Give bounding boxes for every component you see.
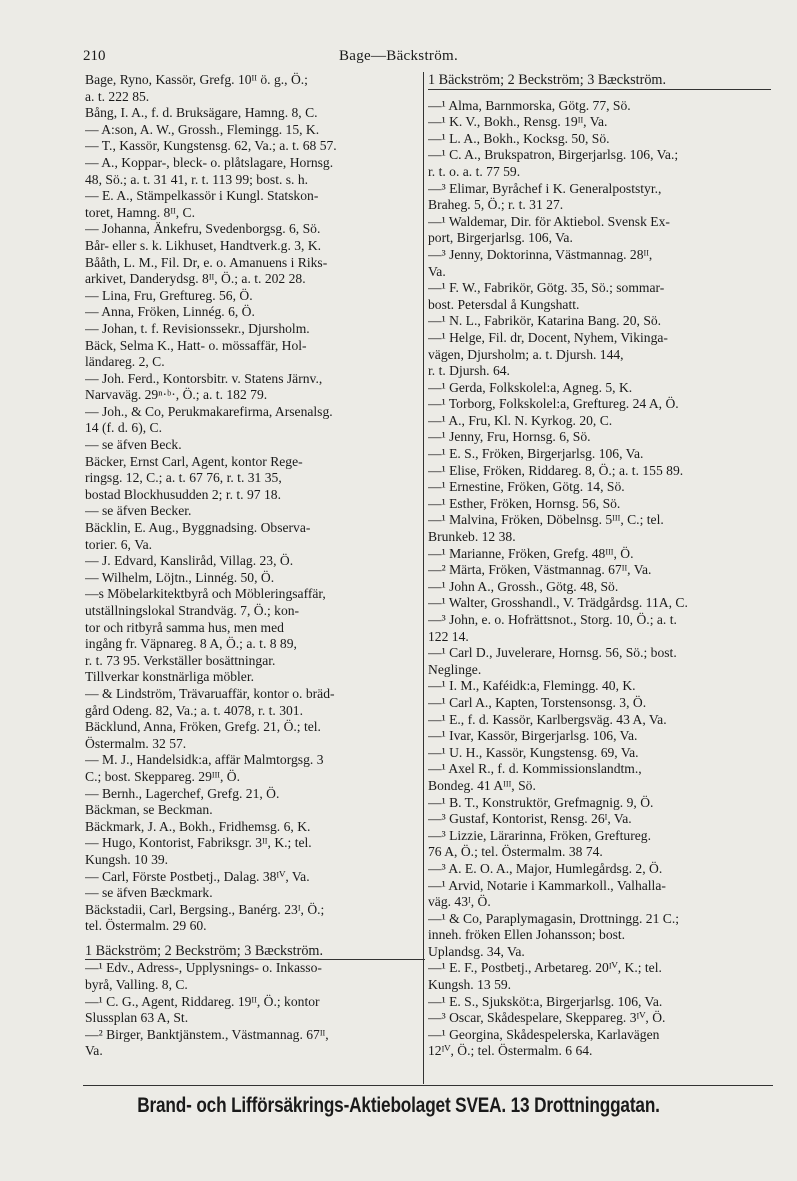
directory-entry-line: väg. 43ᴵ, Ö. (428, 894, 491, 910)
directory-entry-line: — se äfven Bæckmark. (85, 885, 213, 901)
directory-entry-line: — Wilhelm, Löjtn., Linnég. 50, Ö. (85, 569, 275, 585)
directory-entry-line: 14 (f. d. 6), C. (85, 420, 163, 436)
directory-entry-line: — Carl, Förste Postbetj., Dalag. 38ᴵⱽ, Va. (85, 868, 310, 884)
directory-entry-line: a. t. 222 85. (85, 88, 150, 104)
directory-entry-line: —¹ Ivar, Kassör, Birgerjarlsg. 106, Va. (428, 728, 638, 744)
directory-entry-line: —¹ Alma, Barnmorska, Götg. 77, Sö. (428, 97, 631, 113)
directory-entry-line: bostad Blockhusudden 2; r. t. 97 18. (85, 486, 281, 502)
directory-entry-line: —¹ Georgina, Skådespelerska, Karlavägen (428, 1026, 660, 1042)
directory-entry-line: —¹ I. M., Kaféidk:a, Flemingg. 40, K. (428, 678, 636, 694)
directory-entry-line: — Lina, Fru, Greftureg. 56, Ö. (85, 287, 253, 303)
directory-entry-line: — J. Edvard, Kansliråd, Villag. 23, Ö. (85, 553, 294, 569)
directory-entry-line: Bäckstadii, Carl, Bergsing., Banérg. 23ᴵ, Ö.; (85, 901, 325, 917)
directory-entry-line: — A:son, A. W., Grossh., Flemingg. 15, K. (85, 121, 320, 137)
footer-advertisement: Brand- och Lifförsäkrings-Aktiebolaget SVEA. 13 Drottninggatan. (137, 1094, 660, 1117)
directory-entry-line: —¹ Arvid, Notarie i Kammarkoll., Valhalla- (428, 877, 666, 893)
directory-entry-line: — Joh. Ferd., Kontorsbitr. v. Statens Järnv., (85, 370, 323, 386)
directory-entry-line: Bååth, L. M., Fil. Dr, e. o. Amanuens i Riks- (85, 254, 328, 270)
directory-entry-line: —¹ N. L., Fabrikör, Katarina Bang. 20, Sö. (428, 313, 662, 329)
directory-entry-line: Bäcklin, E. Aug., Byggnadsing. Observa- (85, 520, 311, 536)
left-column (85, 72, 425, 1060)
directory-entry-line: —³ Gustaf, Kontorist, Rensg. 26ᴵ, Va. (428, 811, 632, 827)
directory-entry-line: utställningslokal Strandväg. 7, Ö.; kon- (85, 603, 300, 618)
directory-entry-line: Bäckmark, J. A., Bokh., Fridhemsg. 6, K. (85, 818, 311, 834)
directory-entry-line: —¹ Jenny, Fru, Hornsg. 6, Sö. (428, 429, 591, 445)
directory-entry-line: —¹ E. F., Postbetj., Arbetareg. 20ᴵⱽ, K.; tel. (428, 960, 662, 976)
directory-entry-line: —¹ John A., Grossh., Götg. 48, Sö. (428, 578, 619, 594)
directory-entry-line: r. t. Djursh. 64. (428, 363, 510, 379)
directory-entry-line: —³ A. E. O. A., Major, Humlegårdsg. 2, Ö. (428, 860, 663, 876)
directory-entry-line: vägen, Djursholm; a. t. Djursh. 144, (428, 346, 624, 362)
directory-entry-line: —¹ Esther, Fröken, Hornsg. 56, Sö. (428, 495, 621, 511)
directory-entry-line: —¹ E., f. d. Kassör, Karlbergsväg. 43 A, Va. (428, 711, 667, 727)
directory-entry-line: — Hugo, Kontorist, Fabriksgr. 3ᴵᴵ, K.; tel. (85, 835, 312, 851)
directory-entry-line: —³ John, e. o. Hofrättsnot., Storg. 10, Ö.; a. t. (428, 612, 677, 627)
running-head: Bage—Bäckström. (338, 48, 459, 64)
directory-entry-line: —¹ C. G., Agent, Riddareg. 19ᴵᴵ, Ö.; kontor (85, 993, 320, 1009)
directory-entry-line: Bage, Ryno, Kassör, Grefg. 10ᴵᴵ ö. g., Ö.; (85, 72, 308, 87)
directory-entry-line (428, 90, 771, 98)
directory-entry-line: —¹ Axel R., f. d. Kommissionslandtm., (428, 761, 642, 777)
directory-entry-line: ringsg. 12, C.; a. t. 67 76, r. t. 31 35, (85, 470, 282, 486)
directory-entry-line: bost. Petersdal å Kungshatt. (428, 296, 580, 312)
directory-entry-line: Östermalm. 32 57. (85, 735, 187, 751)
directory-entry-line: Bång, I. A., f. d. Bruksägare, Hamng. 8, C. (85, 105, 318, 121)
directory-entry-line: 122 14. (428, 628, 469, 644)
directory-entry-line: —¹ E. S., Fröken, Birgerjarlsg. 106, Va. (428, 446, 644, 462)
directory-entry-line: 48, Sö.; a. t. 31 41, r. t. 113 99; bost. s. h. (85, 171, 309, 187)
directory-entry-line: —³ Lizzie, Lärarinna, Fröken, Greftureg. (428, 827, 651, 843)
directory-entry-line: toret, Hamng. 8ᴵᴵ, C. (85, 204, 196, 220)
directory-entry-line: — se äfven Becker. (85, 503, 192, 519)
directory-entry-line: Kungsh. 13 59. (428, 977, 512, 993)
directory-entry-line: 1 Bäckström; 2 Beckström; 3 Bæckström. (428, 72, 771, 90)
directory-entry-line: port, Birgerjarlsg. 106, Va. (428, 230, 573, 246)
directory-entry-line: tel. Östermalm. 29 60. (85, 918, 207, 934)
directory-entry-line: r. t. o. a. t. 77 59. (428, 163, 521, 179)
directory-entry-line: tor och ritbyrå samma hus, men med (85, 619, 284, 635)
directory-entry-line: Bäcklund, Anna, Fröken, Grefg. 21, Ö.; tel. (85, 719, 321, 735)
directory-entry-line: — M. J., Handelsidk:a, affär Malmtorgsg. 3 (85, 752, 324, 768)
directory-entry-line: —¹ Gerda, Folkskolel:a, Agneg. 5, K. (428, 379, 633, 395)
directory-entry-line: inneh. fröken Ellen Johansson; bost. (428, 927, 626, 943)
column-divider (423, 72, 424, 1084)
directory-entry-line: 76 A, Ö.; tel. Östermalm. 38 74. (428, 844, 603, 860)
directory-entry-line: —¹ Carl D., Juvelerare, Hornsg. 56, Sö.; bost. (428, 645, 677, 661)
directory-entry-line: arkivet, Danderydsg. 8ᴵᴵ, Ö.; a. t. 202 28. (85, 271, 306, 287)
directory-entry-line: — Anna, Fröken, Linnég. 6, Ö. (85, 304, 255, 320)
directory-entry-line: —³ Oscar, Skådespelare, Skeppareg. 3ᴵⱽ, Ö. (428, 1010, 666, 1026)
directory-entry-line: Slussplan 63 A, St. (85, 1010, 189, 1026)
directory-entry-line: ländareg. 2, C. (85, 354, 165, 370)
directory-entry-line: Bäck, Selma K., Hatt- o. mössaffär, Hol- (85, 337, 307, 353)
directory-entry-line: ingång fr. Väpnareg. 8 A, Ö.; a. t. 8 89, (85, 636, 297, 652)
directory-entry-line: —¹ L. A., Bokh., Kocksg. 50, Sö. (428, 130, 610, 146)
directory-entry-line: —s Möbelarkitektbyrå och Möbleringsaffär, (85, 586, 326, 602)
directory-entry-line: Braheg. 5, Ö.; r. t. 31 27. (428, 197, 564, 213)
directory-entry-line: Bår- eller s. k. Likhuset, Handtverk.g. 3, K. (85, 237, 322, 253)
directory-entry-line: —¹ Walter, Grosshandl., V. Trädgårdsg. 11A, C. (428, 595, 688, 611)
footer-rule (83, 1085, 773, 1086)
directory-entry-line: —¹ B. T., Konstruktör, Grefmagnig. 9, Ö. (428, 794, 654, 810)
directory-entry-line: —¹ E. S., Sjuksköt:a, Birgerjarlsg. 106, Va. (428, 993, 663, 1009)
directory-entry-line: —¹ Torborg, Folkskolel:a, Greftureg. 24 A, Ö. (428, 396, 679, 412)
directory-entry-line: — E. A., Stämpelkassör i Kungl. Statskon- (85, 188, 319, 204)
directory-entry-line: —¹ Edv., Adress-, Upplysnings- o. Inkasso- (85, 960, 322, 976)
directory-entry-line: Narvaväg. 29ⁿ·ᵇ·, Ö.; a. t. 182 79. (85, 387, 268, 403)
directory-entry-line: Neglinge. (428, 661, 482, 677)
directory-entry-line: —¹ C. A., Brukspatron, Birgerjarlsg. 106, Va.; (428, 147, 679, 163)
directory-entry-line (85, 935, 425, 943)
directory-entry-line: Brunkeb. 12 38. (428, 529, 516, 545)
directory-entry-line: r. t. 73 95. Verkställer bosättningar. (85, 652, 276, 668)
directory-entry-line: —¹ Carl A., Kapten, Torstensonsg. 3, Ö. (428, 694, 647, 710)
directory-entry-line: Tillverkar konstnärliga möbler. (85, 669, 255, 685)
directory-entry-line: —¹ F. W., Fabrikör, Götg. 35, Sö.; sommar- (428, 280, 665, 296)
right-column (428, 72, 771, 1060)
directory-entry-line: Uplandsg. 34, Va. (428, 943, 525, 959)
directory-entry-line: 1 Bäckström; 2 Beckström; 3 Bæckström. (85, 943, 425, 961)
page-number: 210 (83, 48, 106, 64)
directory-entry-line: — Joh., & Co, Perukmakarefirma, Arsenalsg. (85, 403, 333, 419)
directory-entry-line: Kungsh. 10 39. (85, 851, 169, 867)
directory-entry-line: gård Odeng. 82, Va.; a. t. 4078, r. t. 301. (85, 702, 303, 718)
directory-entry-line: C.; bost. Skeppareg. 29ᴵᴵᴵ, Ö. (85, 768, 241, 784)
directory-entry-line: Va. (428, 263, 446, 279)
directory-entry-line: — A., Koppar-, bleck- o. plåtslagare, Hornsg. (85, 154, 334, 170)
directory-entry-line: —¹ A., Fru, Kl. N. Kyrkog. 20, C. (428, 412, 613, 428)
directory-entry-line: — T., Kassör, Kungstensg. 62, Va.; a. t. 68 57. (85, 138, 337, 154)
directory-entry-line: —¹ & Co, Paraplymagasin, Drottningg. 21 C.; (428, 910, 680, 926)
directory-entry-line: —³ Elimar, Byråchef i K. Generalpoststyr., (428, 180, 662, 196)
directory-entry-line: —¹ Elise, Fröken, Riddareg. 8, Ö.; a. t. 155 89. (428, 462, 684, 478)
directory-entry-line: Va. (85, 1043, 103, 1059)
directory-entry-line: toriег. 6, Va. (85, 536, 153, 552)
directory-entry-line: —¹ Marianne, Fröken, Grefg. 48ᴵᴵᴵ, Ö. (428, 545, 634, 561)
directory-entry-line: Bäckman, se Beckman. (85, 802, 213, 818)
directory-entry-line: —² Märta, Fröken, Västmannag. 67ᴵᴵ, Va. (428, 562, 652, 578)
directory-entry-line: —¹ Ernestine, Fröken, Götg. 14, Sö. (428, 479, 625, 495)
directory-entry-line: —¹ Waldemar, Dir. för Aktiebol. Svensk Ex- (428, 213, 670, 229)
directory-entry-line: — se äfven Beck. (85, 437, 182, 453)
directory-entry-line: — & Lindström, Trävaruaffär, kontor o. bräd- (85, 685, 335, 701)
directory-entry-line: —¹ U. H., Kassör, Kungstensg. 69, Va. (428, 744, 639, 760)
directory-entry-line: — Johanna, Änkefru, Svedenborgsg. 6, Sö. (85, 221, 321, 237)
directory-entry-line: byrå, Valling. 8, C. (85, 977, 188, 993)
directory-entry-line: —¹ Helge, Fil. dr, Docent, Nyhem, Vikinga- (428, 329, 668, 345)
directory-entry-line: — Bernh., Lagerchef, Grefg. 21, Ö. (85, 785, 280, 801)
directory-entry-line: —¹ Malvina, Fröken, Döbelnsg. 5ᴵᴵᴵ, C.; tel. (428, 512, 664, 528)
directory-entry-line: —³ Jenny, Doktorinna, Västmannag. 28ᴵᴵ, (428, 246, 653, 262)
directory-entry-line: 12ᴵⱽ, Ö.; tel. Östermalm. 6 64. (428, 1043, 593, 1059)
directory-entry-line: Bäcker, Ernst Carl, Agent, kontor Rege- (85, 453, 303, 469)
directory-entry-line: Bondeg. 41 Aᴵᴵᴵ, Sö. (428, 777, 536, 793)
directory-entry-line: — Johan, t. f. Revisionssekr., Djursholm. (85, 320, 310, 336)
directory-entry-line: —¹ K. V., Bokh., Rensg. 19ᴵᴵ, Va. (428, 114, 608, 130)
directory-entry-line: —² Birger, Banktjänstem., Västmannag. 67ᴵᴵ, (85, 1026, 329, 1042)
